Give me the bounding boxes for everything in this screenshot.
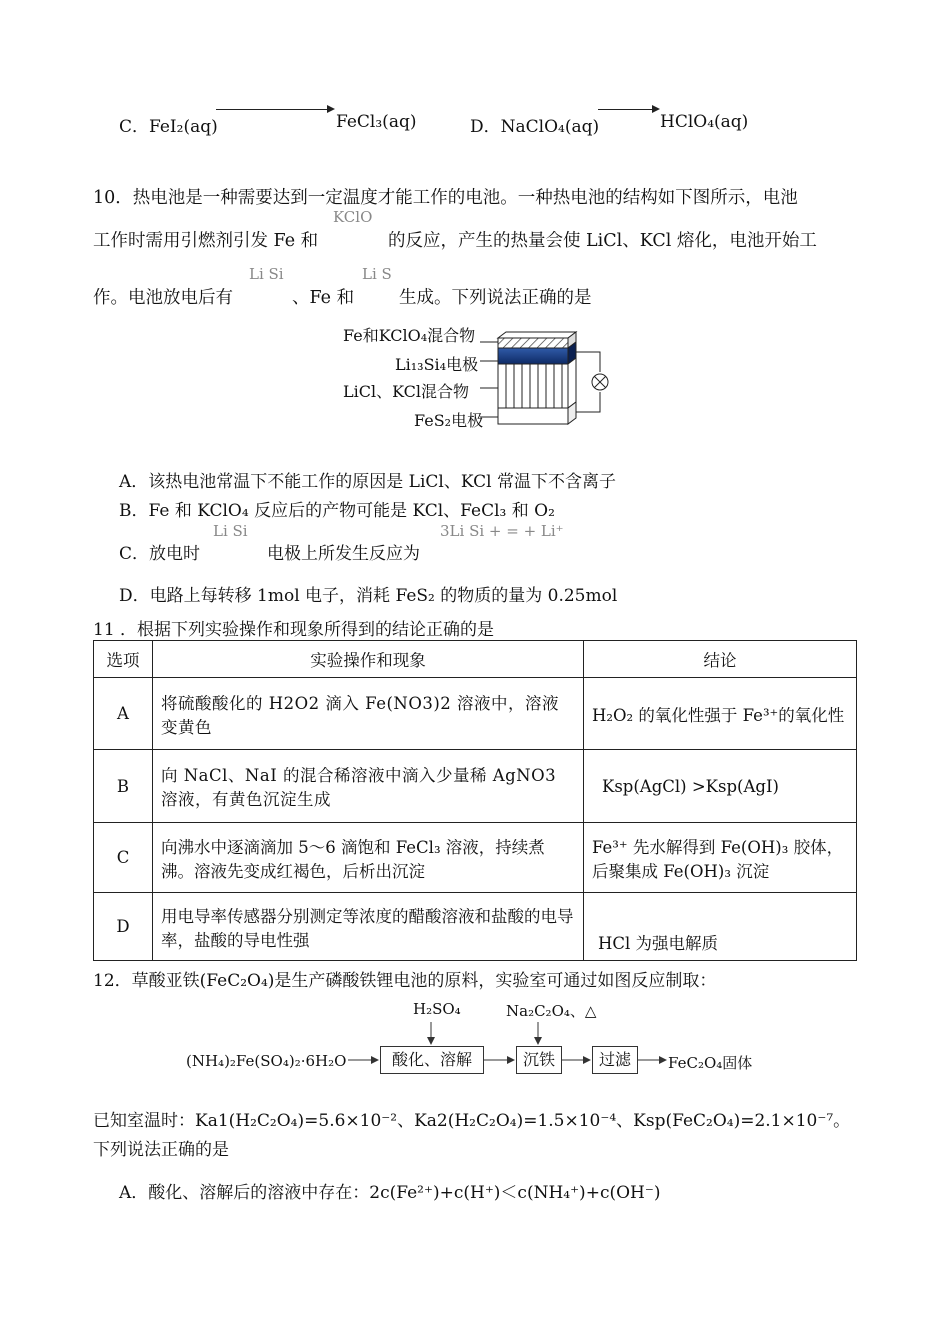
- flow-box-acidify: 酸化、溶解: [380, 1046, 484, 1074]
- q10-option-b: B．Fe 和 KClO₄ 反应后的产物可能是 KCl、FeCl₃ 和 O₂: [119, 501, 555, 521]
- q10-kclo-faint: KClO: [333, 208, 373, 226]
- row-conclusion: H₂O₂ 的氧化性强于 Fe³⁺的氧化性: [584, 678, 857, 750]
- q9-option-c-left: C．FeI₂(aq): [119, 117, 218, 137]
- row-option: B: [94, 750, 153, 823]
- row-operation: 将硫酸酸化的 H2O2 滴入 Fe(NO3)2 溶液中，溶液变黄色: [153, 678, 584, 750]
- q9-option-d: D．NaClO₄(aq): [470, 117, 600, 137]
- flow-arrows: [340, 1022, 680, 1082]
- row-operation: 向 NaCl、NaI 的混合稀溶液中滴入少量稀 AgNO3 溶液，有黄色沉淀生成: [153, 750, 584, 823]
- q9-option-c: [119, 112, 218, 137]
- table-row: [94, 893, 857, 961]
- diagram-label-li13si4: Li₁₃Si₄电极: [395, 355, 479, 374]
- table-row: [94, 750, 857, 823]
- q12-prompt: 下列说法正确的是: [93, 1140, 229, 1160]
- q9-d-arrowhead: [652, 105, 660, 113]
- q9-d-arrow: [598, 109, 654, 110]
- diagram-label-fes2: FeS₂电极: [414, 411, 484, 430]
- diagram-label-licl-kcl: LiCl、KCl混合物: [343, 382, 469, 401]
- table-header-row: [94, 641, 857, 678]
- q10-line2-a: 工作时需用引燃剂引发 Fe 和: [93, 231, 319, 251]
- q10-lisi-faint: Li Si: [249, 265, 284, 283]
- q10-option-a: A．该热电池常温下不能工作的原因是 LiCl、KCl 常温下不含离子: [119, 472, 616, 492]
- flow-end: FeC₂O₄固体: [668, 1054, 753, 1072]
- table-row: [94, 678, 857, 750]
- q10-line3-c: 生成。下列说法正确的是: [399, 288, 592, 308]
- q12-title: 12．草酸亚铁(FeC₂O₄)是生产磷酸铁锂电池的原料，实验室可通过如图反应制取：: [93, 971, 717, 991]
- header-conclusion: 结论: [584, 641, 857, 678]
- q10-line3: 作。电池放电后有: [93, 288, 233, 308]
- row-option: C: [94, 823, 153, 893]
- q9-c-arrow: [216, 109, 329, 110]
- q10-lis-faint: Li S: [362, 265, 392, 283]
- diagram-label-fe-kclo4: Fe和KClO₄混合物: [343, 326, 476, 345]
- flow-box-precipitate: 沉铁: [516, 1046, 562, 1074]
- q10-line3-b: 、Fe 和: [292, 288, 355, 308]
- battery-diagram: [480, 328, 620, 438]
- q10-c-lisi-faint: Li Si: [213, 522, 248, 540]
- q10-line2-b: 的反应，产生的热量会使 LiCl、KCl 熔化，电池开始工: [388, 231, 817, 251]
- q11-title: 11 ．根据下列实验操作和现象所得到的结论正确的是: [93, 620, 495, 640]
- q10-line1: 10．热电池是一种需要达到一定温度才能工作的电池。一种热电池的结构如下图所示，电池: [93, 188, 798, 208]
- q10-option-c: C．放电时: [119, 544, 201, 564]
- header-operation: 实验操作和现象: [153, 641, 584, 678]
- table-row: [94, 823, 857, 893]
- flow-reagent-h2so4: H₂SO₄: [413, 1000, 461, 1018]
- row-operation: 向沸水中逐滴滴加 5～6 滴饱和 FeCl₃ 溶液，持续煮沸。溶液先变成红褐色，后析出沉淀: [153, 823, 584, 893]
- row-option: A: [94, 678, 153, 750]
- q10-option-c-b: 电极上所发生反应为: [267, 544, 420, 564]
- q10-option-d: D．电路上每转移 1mol 电子，消耗 FeS₂ 的物质的量为 0.25mol: [119, 586, 618, 606]
- flow-start: (NH₄)₂Fe(SO₄)₂·6H₂O: [186, 1052, 347, 1070]
- q9-option-d-right: HClO₄(aq): [660, 112, 749, 132]
- q10-c-equation-faint: 3Li Si + = + Li⁺: [440, 522, 564, 540]
- flow-reagent-na2c2o4: Na₂C₂O₄、△: [506, 1002, 597, 1020]
- q11-table: [93, 640, 857, 961]
- row-option: D: [94, 893, 153, 961]
- row-operation: 用电导率传感器分别测定等浓度的醋酸溶液和盐酸的电导率，盐酸的导电性强: [153, 893, 584, 961]
- row-conclusion: HCl 为强电解质: [584, 893, 857, 961]
- q9-option-c-right: FeCl₃(aq): [336, 112, 417, 132]
- q12-option-a: A．酸化、溶解后的溶液中存在：2c(Fe²⁺)+c(H⁺)＜c(NH₄⁺)+c(OH⁻): [119, 1183, 661, 1203]
- q9-c-arrowhead: [327, 105, 335, 113]
- header-option: 选项: [94, 641, 153, 678]
- q12-known: 已知室温时：Ka1(H₂C₂O₄)=5.6×10⁻²、Ka2(H₂C₂O₄)=1.5×10⁻⁴、Ksp(FeC₂O₄)=2.1×10⁻⁷。: [93, 1111, 851, 1131]
- q10-line2: [93, 227, 318, 252]
- row-conclusion: Fe³⁺ 先水解得到 Fe(OH)₃ 胶体，后聚集成 Fe(OH)₃ 沉淀: [584, 823, 857, 893]
- flow-box-filter: 过滤: [592, 1046, 638, 1074]
- row-conclusion: Ksp(AgCl) >Ksp(AgI): [584, 750, 857, 823]
